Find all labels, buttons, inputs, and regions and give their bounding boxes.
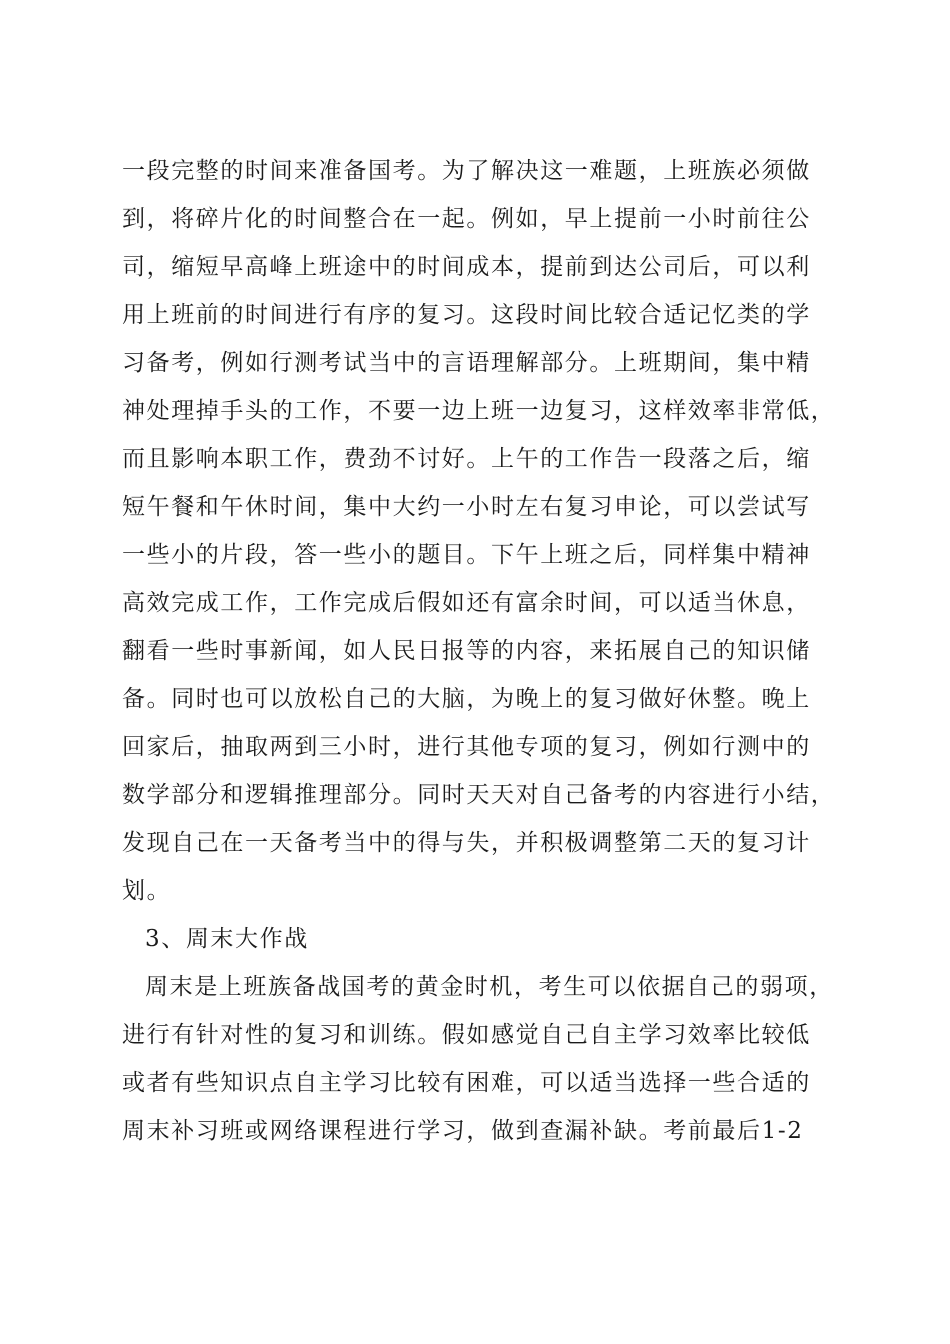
paragraph-line: 一些小的片段，答一些小的题目。下午上班之后，同样集中精神	[122, 542, 811, 568]
paragraph-line: 回家后，抽取两到三小时，进行其他专项的复习，例如行测中的	[122, 734, 811, 760]
paragraph-line: 周末是上班族备战国考的黄金时机，考生可以依据自己的弱项，	[145, 974, 834, 1000]
paragraph-line: 一段完整的时间来准备国考。为了解决这一难题，上班族必须做	[122, 158, 811, 184]
paragraph-line: 或者有些知识点自主学习比较有困难，可以适当选择一些合适的	[122, 1070, 811, 1096]
paragraph-line: 到，将碎片化的时间整合在一起。例如，早上提前一小时前往公	[122, 206, 811, 232]
paragraph-line: 而且影响本职工作，费劲不讨好。上午的工作告一段落之后，缩	[122, 446, 811, 472]
paragraph-line: 短午餐和午休时间，集中大约一小时左右复习申论，可以尝试写	[122, 494, 811, 520]
paragraph-line: 备。同时也可以放松自己的大脑，为晚上的复习做好休整。晚上	[122, 686, 811, 712]
paragraph-line: 翻看一些时事新闻，如人民日报等的内容，来拓展自己的知识储	[122, 638, 811, 664]
paragraph-line: 高效完成工作，工作完成后假如还有富余时间，可以适当休息，	[122, 590, 811, 616]
paragraph-line: 进行有针对性的复习和训练。假如感觉自己自主学习效率比较低	[122, 1022, 811, 1048]
paragraph-line: 司，缩短早高峰上班途中的时间成本，提前到达公司后，可以利	[122, 254, 811, 280]
paragraph-line: 数学部分和逻辑推理部分。同时天天对自己备考的内容进行小结，	[122, 782, 836, 808]
document-body	[122, 147, 842, 1155]
paragraph-line: 周末补习班或网络课程进行学习，做到查漏补缺。考前最后1-2	[122, 1118, 804, 1144]
paragraph-line: 发现自己在一天备考当中的得与失，并积极调整第二天的复习计	[122, 830, 811, 856]
paragraph-line: 用上班前的时间进行有序的复习。这段时间比较合适记忆类的学	[122, 302, 811, 328]
section-heading: 3、周末大作战	[145, 926, 309, 952]
paragraph-line: 神处理掉手头的工作，不要一边上班一边复习，这样效率非常低，	[122, 398, 836, 424]
paragraph-line: 习备考，例如行测考试当中的言语理解部分。上班期间，集中精	[122, 350, 811, 376]
paragraph-line: 划。	[122, 878, 172, 904]
